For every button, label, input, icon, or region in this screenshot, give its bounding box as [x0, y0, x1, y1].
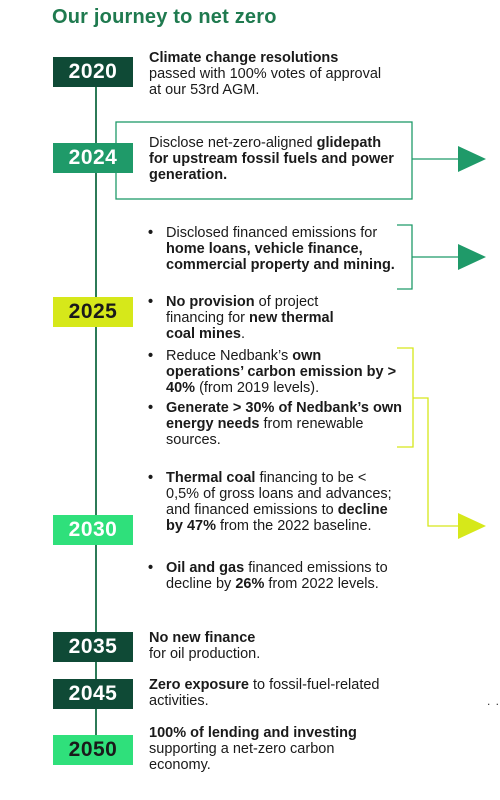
year-badge-2030: 2030 [53, 515, 133, 545]
year-badge-2035: 2035 [53, 632, 133, 662]
milestone-plain-2024: Disclose net-zero-aligned [149, 135, 313, 151]
bullet-dot: • [148, 470, 154, 486]
bullet-2030-2-bold: Oil and gas [166, 560, 245, 576]
milestone-rest-2045: to fossil-fuel-related activities. [149, 677, 380, 709]
bullet-dot: • [148, 294, 154, 310]
bullet-2025-2-bold: No provision [166, 294, 255, 310]
bullet-2025-1-bold: home loans, vehicle finance, commercial property and mining. [166, 241, 395, 273]
milestone-bold-2050: 100% of lending and investing [149, 725, 357, 741]
bracket-2025-a [397, 225, 412, 289]
bullet-dot: • [148, 400, 154, 416]
milestone-bold-2024: glidepath for upstream fossil fuels and power generation. [149, 135, 394, 183]
milestone-rest-2050: supporting a net-zero carbon economy. [149, 741, 335, 773]
arrow-2024 [458, 146, 486, 172]
bullet-dot: • [148, 348, 154, 364]
bullet-2025-4-bold: Generate > 30% of Nedbank’s own energy needs [166, 400, 402, 432]
bullet-2030-1-bold: Thermal coal [166, 470, 256, 486]
page-title: Our journey to net zero [52, 6, 277, 28]
bullet-2025-2-plain: of project financing for [166, 294, 319, 326]
bullet-2025-4-plain: from renewable sources. [166, 416, 364, 448]
milestone-text-2020 [149, 50, 389, 98]
milestone-text-2035 [149, 630, 379, 662]
milestone-text-2050 [149, 725, 364, 773]
milestone-rest-2035: for oil production. [149, 646, 261, 662]
arrow-2025-a [458, 244, 486, 270]
year-badge-2024: 2024 [53, 143, 133, 173]
bullet-2025-2-end: . [240, 326, 245, 342]
bullet-dot: • [148, 560, 154, 576]
milestone-bold-2045: Zero exposure [149, 677, 249, 693]
bullet-2030-2-plain: financed emissions to decline by [166, 560, 388, 592]
bullet-2025-1-plain: Disclosed financed emissions for [166, 225, 378, 241]
milestone-text-2024 [149, 135, 394, 183]
bullet-2030-1-bold2: decline by 47% [166, 502, 388, 534]
trailing-dots: . . [487, 694, 500, 708]
arrow-2025-b [458, 513, 486, 539]
bullet-2025-3-bold: own operations’ carbon emission by > 40% [166, 348, 397, 396]
milestone-rest-2020: passed with 100% votes of approval at our 53rd AGM. [149, 66, 382, 98]
bullet-2025-3-plain2: (from 2019 levels). [199, 380, 320, 396]
bullet-2030-1-plain: financing to be < 0,5% of gross loans and advances; and financed emissions to [166, 470, 392, 518]
bullet-2030-2-plain2: from 2022 levels. [268, 576, 379, 592]
bullet-2030-1-plain2: from the 2022 baseline. [220, 518, 372, 534]
bullet-2025-3-plain: Reduce Nedbank’s [166, 348, 289, 364]
bullet-2025-2-bold2: new thermal coal mines [166, 310, 334, 342]
year-badge-2050: 2050 [53, 735, 133, 765]
connector-2025-b [413, 398, 458, 526]
bullet-2030-2-bold2: 26% [235, 576, 265, 592]
bullet-dot: • [148, 225, 154, 241]
year-badge-2020: 2020 [53, 57, 133, 87]
year-badge-2025: 2025 [53, 297, 133, 327]
milestone-text-2045 [149, 677, 409, 709]
milestone-bold-2020: Climate change resolutions [149, 50, 339, 66]
milestone-bold-2035: No new finance [149, 630, 256, 646]
year-badge-2045: 2045 [53, 679, 133, 709]
